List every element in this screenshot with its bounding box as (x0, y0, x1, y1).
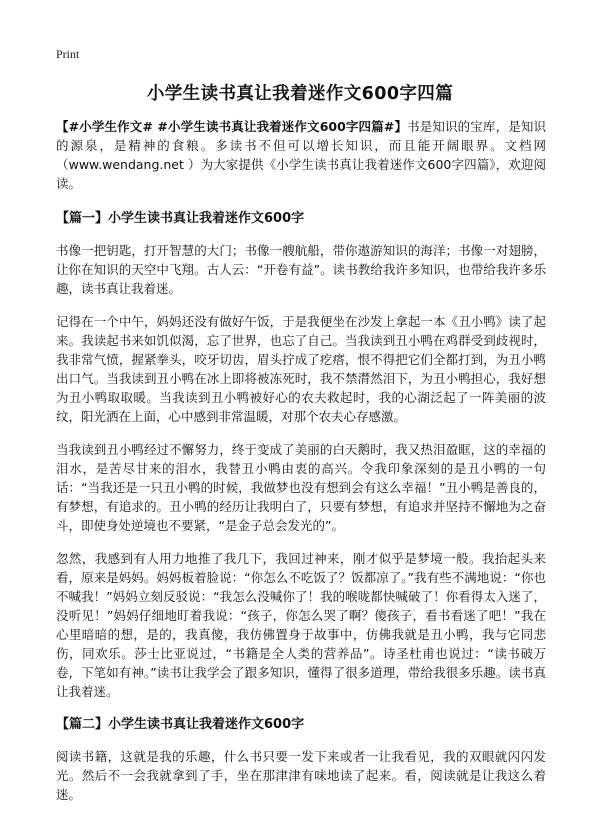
print-label: Print (56, 47, 80, 61)
intro-text: 书是知识的宝库，是知识的源泉，是精神的食粮。多读书不但可以增长知识，而且能开阔眼界。文档网（www.wendang.net ）为大家提供《小学生读书真让我着迷作文600字四篇》，欢迎阅读。 (56, 119, 546, 191)
section-1-paragraph: 书像一把钥匙，打开智慧的大门；书像一艘航船，带你遨游知识的海洋；书像一对翅膀，让你在知识的天空中飞翔。古人云：“开卷有益”。读书教给我许多知识，也带给我许多乐趣，读书真让我着迷。 (56, 243, 546, 296)
page-title: 小学生读书真让我着迷作文600字四篇 (146, 84, 454, 104)
section-heading-2: 【篇二】小学生读书真让我着迷作文600字 (56, 717, 305, 732)
section-2-paragraph: 阅读书籍，这就是我的乐趣，什么书只要一发下来或者一让我看见，我的双眼就闪闪发光。然后不一会我就拿到了手，坐在那津津有味地读了起来。看，阅读就是让我这么着迷。 (56, 749, 546, 802)
intro-paragraph (56, 117, 546, 193)
article-body (56, 117, 546, 818)
section-1-paragraph: 记得在一个中午，妈妈还没有做好午饭，于是我便坐在沙发上拿起一本《丑小鸭》读了起来。我读起书来如饥似渴，忘了世界，也忘了自己。当我读到丑小鸭在鸡群受到歧视时，我非常气愤，握紧拳头，咬牙切齿，眉头拧成了疙瘩，恨不得把它们全都打到，为丑小鸭出口气。当我读到丑小鸭在冰上即将被冻死时，我不禁潸然泪下，为丑小鸭担心，我好想为丑小鸭取取暖。当我读到丑小鸭被好心的农夫救起时，我的心湖泛起了一阵美丽的波纹，阳光洒在上面，心中感到非常温暖，对那个农夫心存感激。 (56, 314, 546, 424)
section-1-paragraph: 当我读到丑小鸭经过不懈努力，终于变成了美丽的白天鹅时，我又热泪盈眶，这的幸福的泪水，是苦尽甘来的泪水，我替丑小鸭由衷的高兴。令我印象深刻的是丑小鸭的一句话：“当我还是一只丑小鸭的时候，我做梦也没有想到会有这么幸福！”丑小鸭是善良的，有梦想，有追求的。丑小鸭的经历让我明白了，只要有梦想，有追求并坚持不懈地为之奋斗，即使身处逆境也不要紧，“是金子总会发光的”。 (56, 442, 546, 533)
section-heading-1: 【篇一】小学生读书真让我着迷作文600字 (56, 211, 305, 226)
intro-tag: 【#小学生作文# #小学生读书真让我着迷作文600字四篇#】 (56, 119, 408, 134)
section-1-paragraph: 忽然，我感到有人用力地推了我几下，我回过神来，刚才似乎是梦境一般。我抬起头来看，原来是妈妈。妈妈板着脸说：“你怎么不吃饭了？饭都凉了。”我有些不满地说：“你也不喊我！”妈妈立刻反驳说：“我怎么没喊你了！我的喉咙都快喊破了！你看得太入迷了，没听见！”妈妈仔细地盯着我说：“孩子，你怎么哭了啊？傻孩子，看书看迷了吧！”我在心里暗暗的想，是的，我真傻，我仿佛置身于故事中，仿佛我就是丑小鸭，我与它同悲伤，同欢乐。莎士比亚说过，“书籍是全人类的营养品”。诗圣杜甫也说过：“读书破万卷，下笔如有神。”读书让我学会了跟多知识，懂得了很多道理，带给我很多乐趣。读书真让我着迷。 (56, 551, 546, 699)
